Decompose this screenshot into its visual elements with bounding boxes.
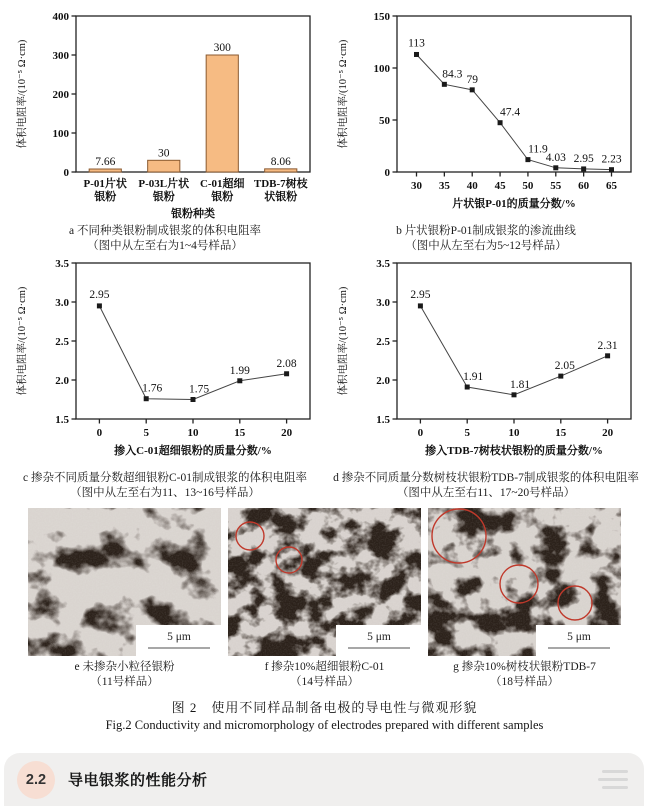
svg-text:45: 45 xyxy=(494,180,506,192)
chart-a-caption-line2: （图中从左至右为1~4号样品） xyxy=(87,239,243,252)
sem-caption-f xyxy=(265,660,385,691)
svg-text:150: 150 xyxy=(373,11,390,23)
svg-text:113: 113 xyxy=(408,37,425,50)
section-header-bar[interactable] xyxy=(4,753,644,806)
sem-f-caption-line2: （14号样品） xyxy=(289,676,359,689)
svg-text:2.5: 2.5 xyxy=(376,336,390,349)
chart-d-caption-line1: d 掺杂不同质量分数树枝状银粉TDB-7制成银浆的体积电阻率 xyxy=(333,472,639,485)
svg-text:银粉: 银粉 xyxy=(94,191,117,203)
svg-text:0: 0 xyxy=(96,427,103,440)
svg-text:15: 15 xyxy=(555,427,567,440)
svg-text:11.9: 11.9 xyxy=(528,143,548,156)
chart-b-percolation-line xyxy=(331,6,641,224)
chart-d-caption-line2: （图中从左至右11、17~20号样品） xyxy=(396,487,576,500)
chart-b-figure xyxy=(329,6,643,253)
svg-text:3.5: 3.5 xyxy=(376,258,390,271)
svg-text:1.5: 1.5 xyxy=(376,414,390,427)
scale-bar-label: 5 μm xyxy=(567,630,591,643)
svg-text:79: 79 xyxy=(466,73,478,86)
sem-e-caption-line2: （11号样品） xyxy=(90,676,159,689)
sem-image-e xyxy=(28,508,221,656)
svg-text:2.95: 2.95 xyxy=(410,289,431,302)
svg-text:15: 15 xyxy=(234,427,246,440)
svg-text:10: 10 xyxy=(187,427,199,440)
chart-c-caption-line1: c 掺杂不同质量分数超细银粉C-01制成银浆的体积电阻率 xyxy=(23,472,307,485)
svg-text:2.05: 2.05 xyxy=(554,360,575,373)
svg-text:8.06: 8.06 xyxy=(270,155,291,168)
svg-text:3.5: 3.5 xyxy=(55,258,69,271)
svg-text:300: 300 xyxy=(213,42,231,54)
menu-icon-line xyxy=(598,778,628,781)
svg-text:银粉种类: 银粉种类 xyxy=(171,208,215,220)
svg-text:1.76: 1.76 xyxy=(142,383,163,396)
svg-text:2.23: 2.23 xyxy=(601,153,622,166)
svg-text:体积电阻率/(10⁻⁵ Ω·cm): 体积电阻率/(10⁻⁵ Ω·cm) xyxy=(338,287,349,396)
scale-bar-label: 5 μm xyxy=(167,630,191,643)
svg-text:TDB-7树枝: TDB-7树枝 xyxy=(253,178,308,190)
svg-text:2.5: 2.5 xyxy=(55,336,69,349)
chart-c-doping-c01-line xyxy=(10,253,320,471)
sem-image-g xyxy=(428,508,621,656)
svg-text:状银粉: 状银粉 xyxy=(264,191,298,203)
chart-d-caption xyxy=(333,471,639,500)
scale-bar xyxy=(136,625,221,656)
svg-text:4.03: 4.03 xyxy=(545,151,566,164)
section-number-badge: 2.2 xyxy=(17,761,55,799)
figure-caption-zh: 图 2 使用不同样品制备电极的导电性与微观形貌 xyxy=(171,699,478,715)
svg-text:3.0: 3.0 xyxy=(376,297,390,310)
sem-image-f xyxy=(228,508,421,656)
sem-f-caption-line1: f 掺杂10%超细银粉C-01 xyxy=(264,660,385,673)
svg-text:2.0: 2.0 xyxy=(55,375,69,388)
sem-caption-g xyxy=(453,660,596,691)
chart-a-bar-resistivity xyxy=(10,6,320,224)
sem-e-caption-line1: e 未掺杂小粒径银粉 xyxy=(74,660,175,673)
svg-text:47.4: 47.4 xyxy=(500,106,521,119)
sem-g-caption-line2: （18号样品） xyxy=(489,676,559,689)
sem-panel-g xyxy=(428,508,621,691)
sem-micrograph-row xyxy=(0,508,649,691)
scale-bar xyxy=(536,625,621,656)
menu-icon[interactable] xyxy=(598,770,628,789)
svg-text:10: 10 xyxy=(508,427,520,440)
svg-text:掺入C-01超细银粉的质量分数/%: 掺入C-01超细银粉的质量分数/% xyxy=(114,445,272,458)
svg-text:7.66: 7.66 xyxy=(95,156,116,169)
svg-text:300: 300 xyxy=(52,50,69,62)
svg-text:5: 5 xyxy=(143,427,149,440)
svg-text:60: 60 xyxy=(578,180,590,192)
chart-a-figure xyxy=(8,6,322,253)
scale-bar xyxy=(336,625,421,656)
svg-text:1.75: 1.75 xyxy=(188,383,210,396)
chart-c-caption xyxy=(23,471,307,500)
svg-text:2.95: 2.95 xyxy=(89,289,110,302)
svg-text:0: 0 xyxy=(63,167,69,179)
svg-text:5: 5 xyxy=(464,427,470,440)
svg-text:1.5: 1.5 xyxy=(55,414,69,427)
sem-panel-e xyxy=(28,508,221,691)
scale-bar-label: 5 μm xyxy=(367,630,391,643)
svg-text:2.08: 2.08 xyxy=(276,358,297,371)
svg-text:体积电阻率/(10⁻⁵ Ω·cm): 体积电阻率/(10⁻⁵ Ω·cm) xyxy=(17,39,28,149)
chart-c-caption-line2: （图中从左至右为11、13~16号样品） xyxy=(70,487,260,500)
svg-text:35: 35 xyxy=(438,180,450,192)
chart-d-doping-tdb7-line xyxy=(331,253,641,471)
svg-text:400: 400 xyxy=(52,11,69,23)
chart-a-caption-line1: a 不同种类银粉制成银浆的体积电阻率 xyxy=(69,225,261,237)
svg-text:P-03L片状: P-03L片状 xyxy=(138,178,190,190)
svg-text:2.0: 2.0 xyxy=(376,375,390,388)
svg-text:C-01超细: C-01超细 xyxy=(199,178,245,190)
chart-c-figure xyxy=(8,253,322,500)
svg-text:100: 100 xyxy=(373,63,390,75)
menu-icon-line xyxy=(602,786,628,789)
sem-panel-f xyxy=(228,508,421,691)
sem-g-caption-line1: g 掺杂10%树枝状银粉TDB-7 xyxy=(453,660,596,673)
chart-a-caption xyxy=(69,224,261,253)
svg-text:体积电阻率/(10⁻⁵ Ω·cm): 体积电阻率/(10⁻⁵ Ω·cm) xyxy=(17,287,28,396)
svg-text:1.91: 1.91 xyxy=(463,371,484,384)
svg-text:片状银P-01的质量分数/%: 片状银P-01的质量分数/% xyxy=(452,198,576,210)
svg-text:84.3: 84.3 xyxy=(442,68,463,81)
svg-text:银粉: 银粉 xyxy=(211,191,234,203)
section-title: 导电银浆的性能分析 xyxy=(68,772,208,789)
figure-caption xyxy=(0,697,649,733)
svg-text:30: 30 xyxy=(158,147,170,160)
svg-text:3.0: 3.0 xyxy=(55,297,69,310)
svg-text:20: 20 xyxy=(602,427,614,440)
chart-b-caption-line1: b 片状银粉P-01制成银浆的渗流曲线 xyxy=(396,225,576,237)
svg-text:2.95: 2.95 xyxy=(573,152,594,165)
svg-text:P-01片状: P-01片状 xyxy=(83,178,127,190)
svg-text:体积电阻率/(10⁻⁵ Ω·cm): 体积电阻率/(10⁻⁵ Ω·cm) xyxy=(338,39,349,149)
sem-caption-e xyxy=(75,660,175,691)
svg-text:50: 50 xyxy=(379,115,390,127)
svg-text:20: 20 xyxy=(281,427,293,440)
chart-d-figure xyxy=(329,253,643,500)
svg-text:40: 40 xyxy=(466,180,478,192)
svg-text:0: 0 xyxy=(384,167,390,179)
svg-text:2.31: 2.31 xyxy=(597,340,618,353)
svg-text:银粉: 银粉 xyxy=(152,191,175,203)
svg-text:100: 100 xyxy=(52,128,69,140)
svg-text:0: 0 xyxy=(417,427,424,440)
menu-icon-line xyxy=(602,770,628,773)
svg-text:65: 65 xyxy=(606,180,617,192)
svg-text:55: 55 xyxy=(550,180,562,192)
svg-text:掺入TDB-7树枝状银粉的质量分数/%: 掺入TDB-7树枝状银粉的质量分数/% xyxy=(425,445,603,458)
svg-text:200: 200 xyxy=(52,89,69,101)
svg-text:1.99: 1.99 xyxy=(229,365,250,378)
chart-b-caption xyxy=(396,224,576,253)
svg-text:1.81: 1.81 xyxy=(509,379,531,392)
svg-text:30: 30 xyxy=(411,180,422,192)
svg-text:50: 50 xyxy=(522,180,534,192)
chart-b-caption-line2: （图中从左至右为5~12号样品） xyxy=(405,239,567,252)
figure-caption-en: Fig.2 Conductivity and micromorphology of electrodes prepared with different samples xyxy=(105,717,544,732)
